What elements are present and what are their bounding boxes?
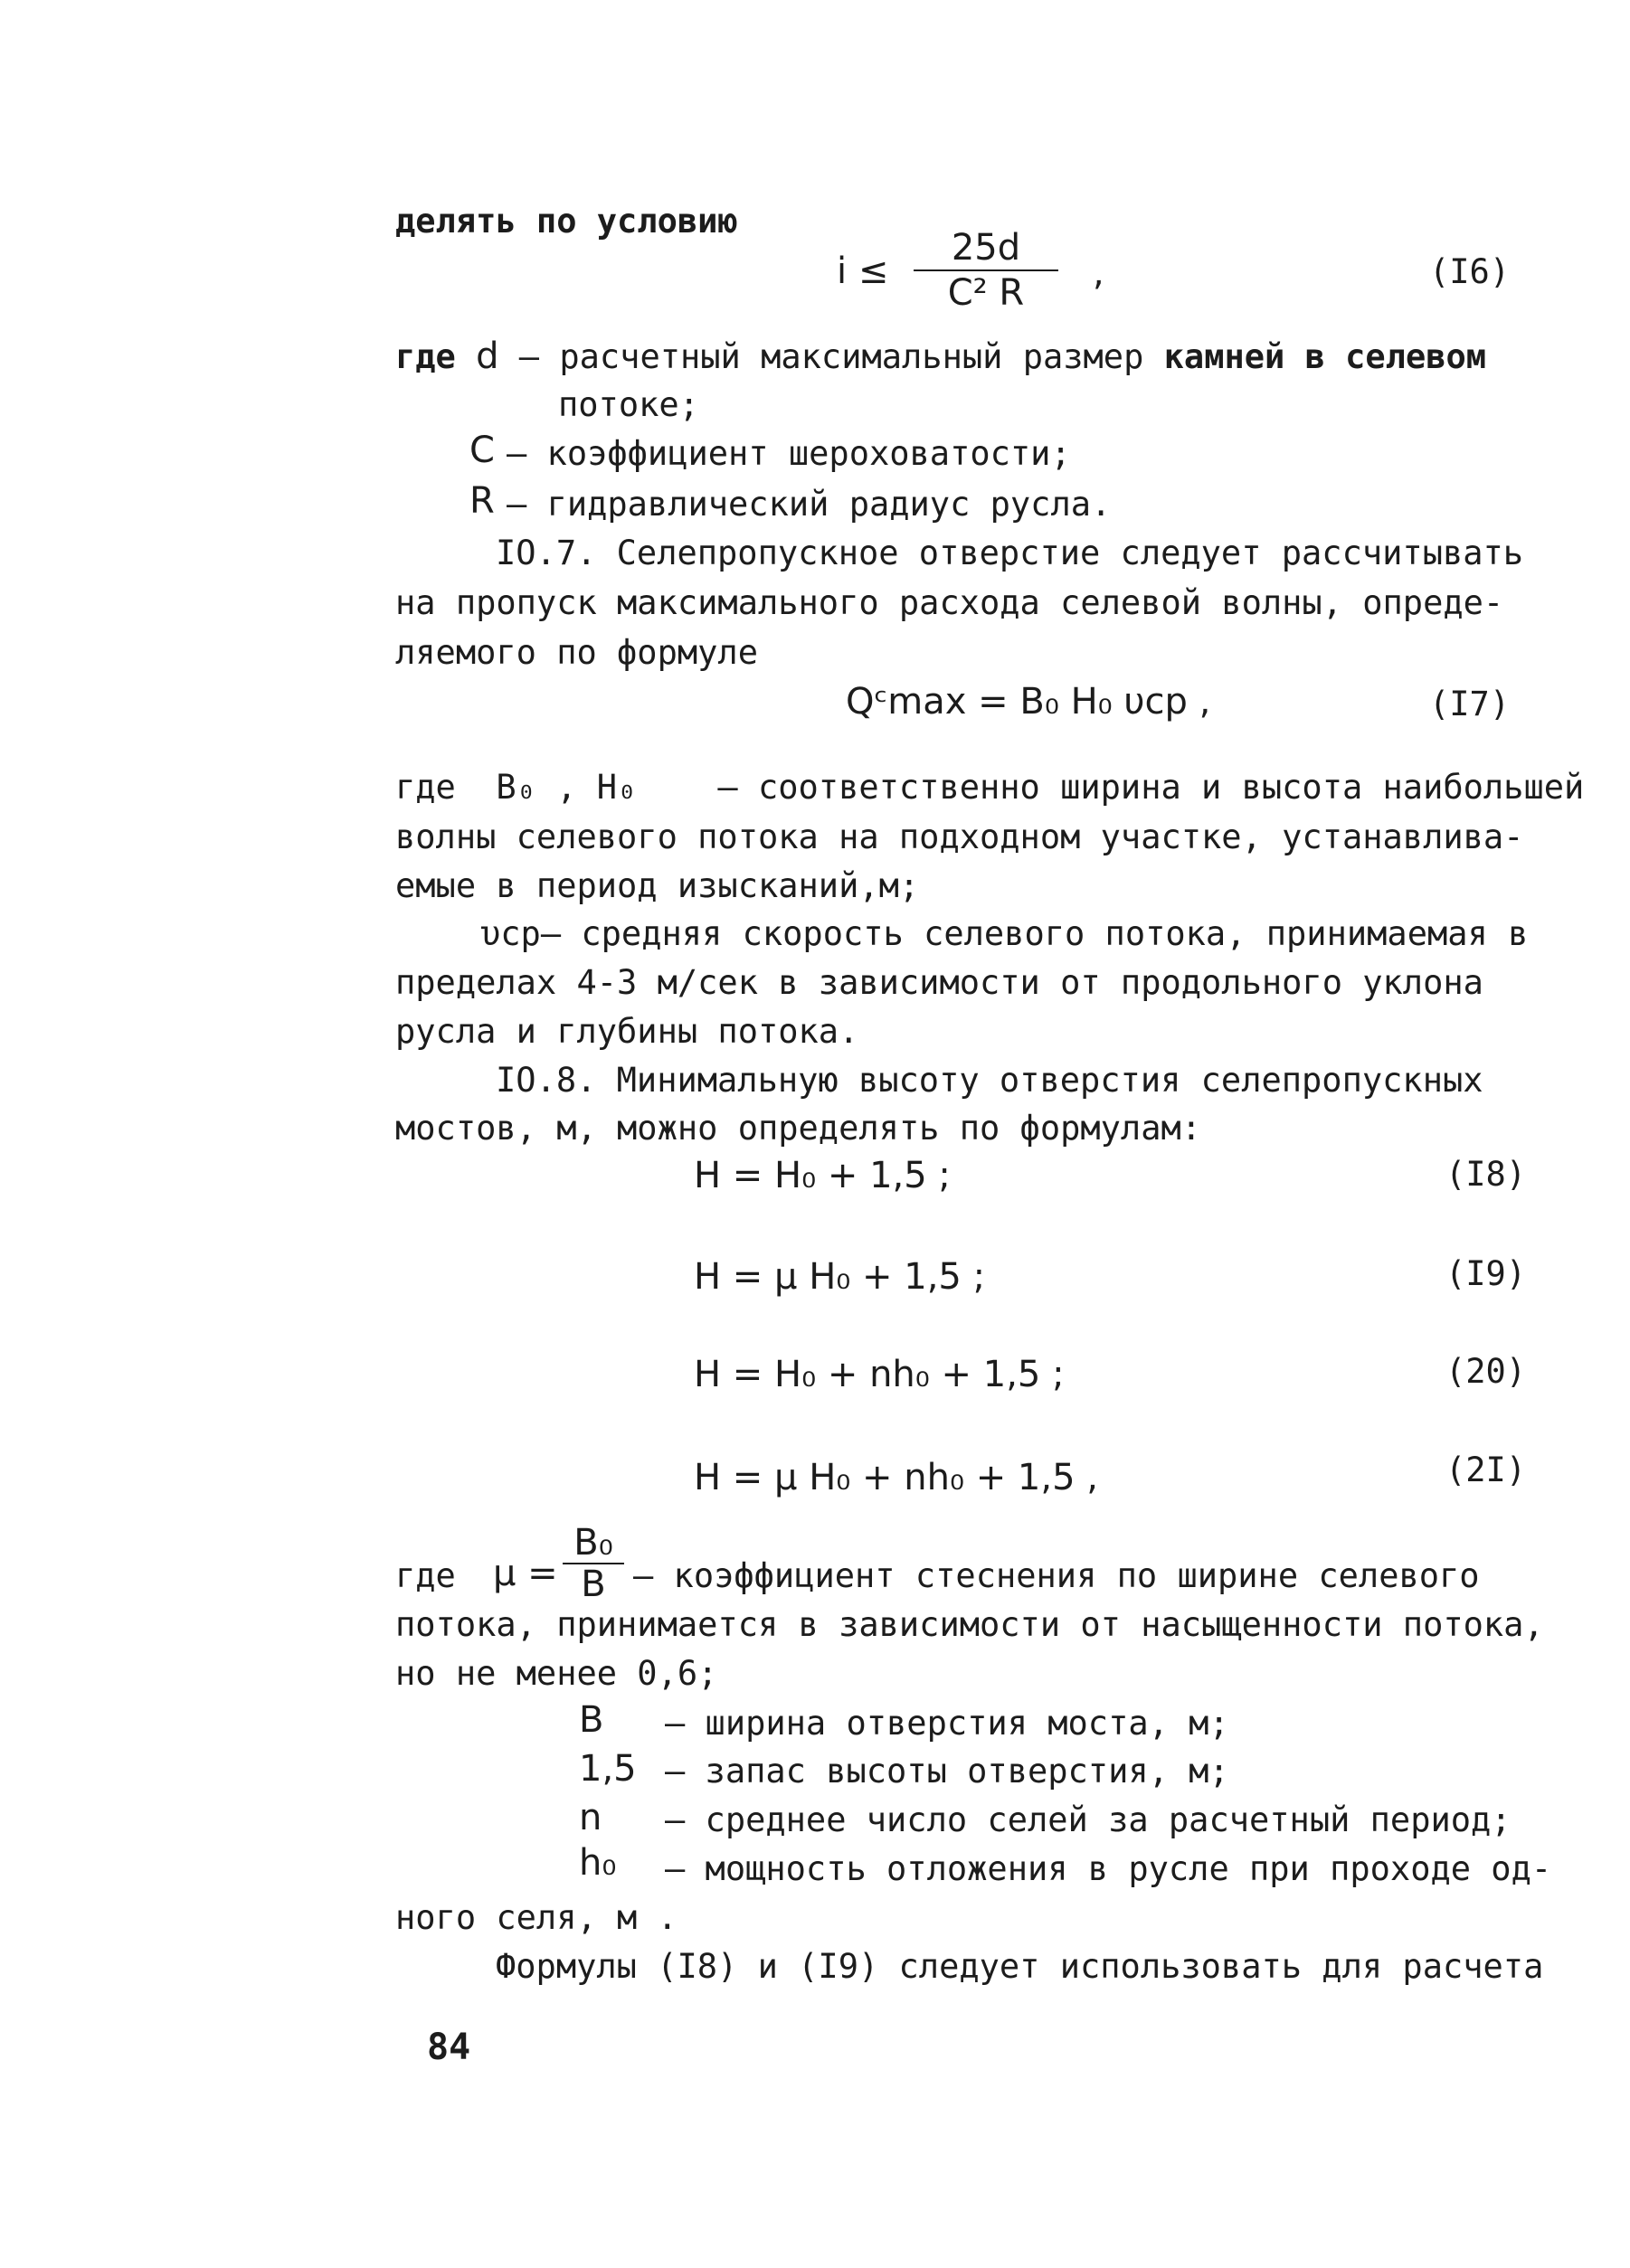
text-line-9: где B₀ , H₀ – соответственно ширина и высота наибольшей — [395, 768, 1585, 807]
formula-18: H = H₀ + 1,5 ; — [694, 1155, 951, 1196]
def-symbol-15: 1,5 — [579, 1748, 637, 1790]
equation-number-17: (I7) — [1429, 685, 1511, 723]
def-symbol-b: B — [579, 1699, 604, 1741]
def-n: – среднее число селей за расчетный период; — [665, 1800, 1512, 1839]
equation-number-19: (I9) — [1445, 1254, 1527, 1293]
equation-number-18: (I8) — [1445, 1155, 1527, 1194]
text-line-3: потоке; — [558, 385, 699, 424]
text-line-12: υср– средняя скорость селевого потока, принимаемая в — [480, 914, 1529, 953]
formula-17: Qᶜmax = B₀ H₀ υср , — [846, 681, 1211, 723]
def-h0: – мощность отложения в русле при проходе од- — [665, 1849, 1552, 1888]
text-line-19: но не менее 0,6; — [395, 1654, 718, 1693]
text-line-6: IO.7. Селепропускное отверстие следует рассчитывать — [496, 534, 1524, 572]
text-line-1: делять по условию — [395, 202, 738, 241]
formula-16-fraction — [914, 227, 1058, 314]
formula-21: H = μ H₀ + nh₀ + 1,5 , — [694, 1457, 1098, 1498]
mu-denominator: B — [563, 1563, 624, 1602]
text-line-20: ного селя, м . — [395, 1898, 678, 1937]
formula-16-denominator: C² R — [914, 269, 1058, 311]
equation-number-21: (2I) — [1445, 1451, 1527, 1489]
text-line-18: потока, принимается в зависимости от насыщенности потока, — [395, 1605, 1544, 1644]
equation-number-16: (I6) — [1429, 252, 1511, 291]
symbol-r: R — [469, 480, 495, 522]
formula-20: H = H₀ + nh₀ + 1,5 ; — [694, 1354, 1065, 1395]
text-line-15: IO.8. Минимальную высоту отверстия селепропускных — [496, 1061, 1483, 1100]
def-15: – запас высоты отверстия, м; — [665, 1752, 1229, 1791]
text-line-21: Формулы (I8) и (I9) следует использовать для расчета — [496, 1947, 1544, 1986]
text-line-16: мостов, м, можно определять по формулам: — [395, 1109, 1202, 1148]
def-b: – ширина отверстия моста, м; — [665, 1704, 1229, 1743]
text-line-7: на пропуск максимального расхода селевой волны, опреде- — [395, 583, 1504, 622]
page-number: 84 — [427, 2027, 471, 2068]
text-line-17-gde: где — [395, 1556, 456, 1595]
text-line-17: – коэффициент стеснения по ширине селевого — [633, 1556, 1480, 1595]
text-line-4: – коэффициент шероховатости; — [507, 434, 1071, 473]
formula-16-numerator: 25d — [951, 227, 1021, 269]
text-line-8: ляемого по формуле — [395, 633, 758, 672]
symbol-c: C — [469, 430, 495, 471]
def-symbol-n: n — [579, 1797, 602, 1838]
text-line-14: русла и глубины потока. — [395, 1012, 859, 1051]
text-line-5: – гидравлический радиус русла. — [507, 485, 1112, 524]
formula-19: H = μ H₀ + 1,5 ; — [694, 1256, 986, 1298]
def-symbol-h0: h₀ — [579, 1842, 617, 1884]
mu-lhs: μ = — [493, 1553, 558, 1594]
equation-number-20: (20) — [1445, 1352, 1527, 1391]
formula-16-comma: , — [1093, 252, 1104, 294]
mu-fraction — [563, 1522, 624, 1605]
formula-16-lhs: i ≤ — [837, 250, 889, 292]
text-line-2: где d – расчетный максимальный размер камней в селевом — [395, 335, 1487, 377]
text-line-10: волны селевого потока на подходном участке, устанавлива- — [395, 817, 1524, 856]
text-line-13: пределах 4-3 м/сек в зависимости от продольного уклона — [395, 963, 1483, 1002]
text-line-11: емые в период изысканий,м; — [395, 866, 920, 905]
mu-numerator: B₀ — [573, 1522, 613, 1564]
